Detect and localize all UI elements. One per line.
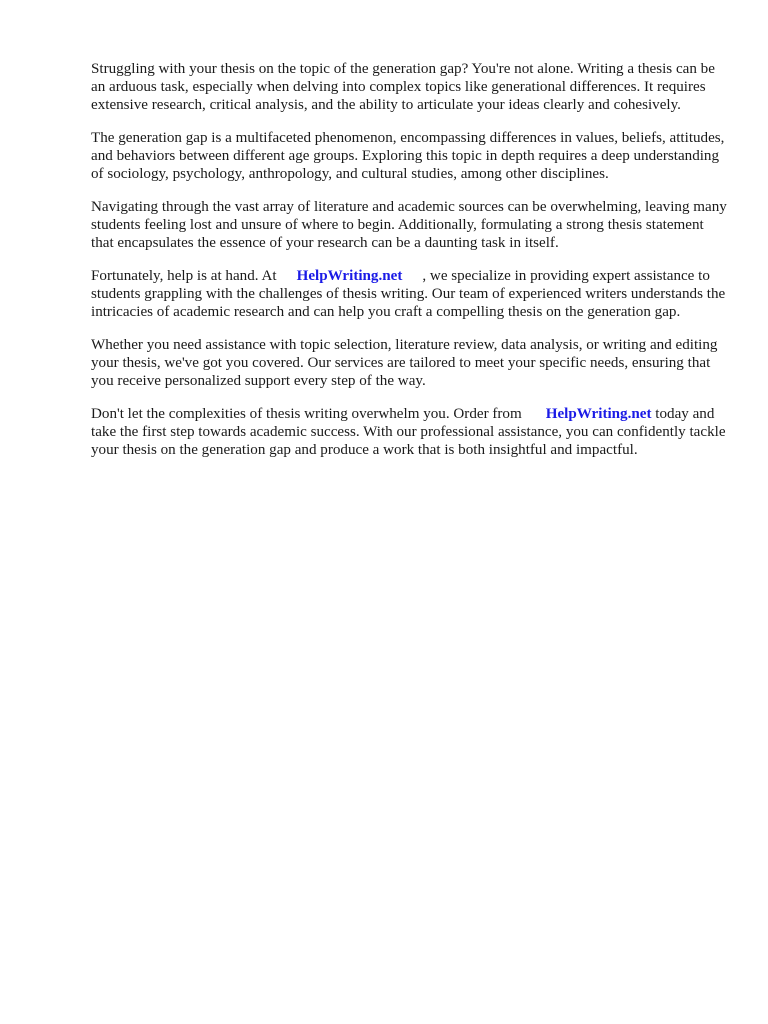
- paragraph-help-rest: , we specialize in providing expert assistance to students grappling with the challenges of thesis writing. Our team of experienced writers understands the intricacies of academic research and can help you craft a compelling thesis on the generation gap.: [91, 268, 726, 320]
- helpwriting-order-link[interactable]: HelpWriting.net: [545, 406, 652, 422]
- paragraph-help: [91, 267, 727, 321]
- helpwriting-link[interactable]: HelpWriting.net: [296, 268, 403, 284]
- paragraph-help-lead: Fortunately, help is at hand. At: [91, 268, 277, 284]
- paragraph-literature: Navigating through the vast array of literature and academic sources can be overwhelming, leaving many students feeling lost and unsure of where to begin. Additionally, formulating a strong thesis statement that encapsulates the essence of your research can be a daunting task in itself.: [91, 199, 727, 251]
- paragraph-generation-gap: The generation gap is a multifaceted phenomenon, encompassing differences in values, beliefs, attitudes, and behaviors between different age groups. Exploring this topic in depth requires a deep understanding of sociology, psychology, anthropology, and cultural studies, among other disciplines.: [91, 130, 725, 182]
- document-body: [91, 60, 727, 474]
- paragraph-intro: Struggling with your thesis on the topic of the generation gap? You're not alone. Writing a thesis can be an arduous task, especially when delving into complex topics like generational differences. It requires extensive research, critical analysis, and the ability to articulate your ideas clearly and cohesively.: [91, 61, 715, 113]
- paragraph-order: [91, 405, 727, 459]
- paragraph-order-rest: today and take the first step towards academic success. With our professional assistance, you can confidently tackle your thesis on the generation gap and produce a work that is both insightful and impactful.: [91, 406, 726, 458]
- paragraph-services: Whether you need assistance with topic selection, literature review, data analysis, or writing and editing your thesis, we've got you covered. Our services are tailored to meet your specific needs, ensuring that you receive personalized support every step of the way.: [91, 337, 718, 389]
- paragraph-order-lead: Don't let the complexities of thesis writing overwhelm you. Order from: [91, 406, 522, 422]
